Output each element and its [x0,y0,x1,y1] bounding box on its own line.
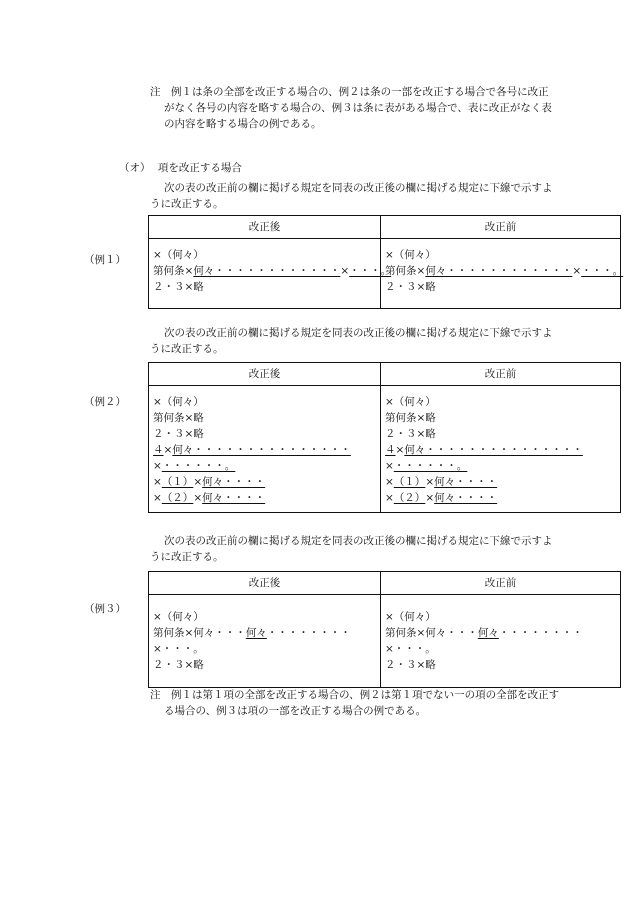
note-1 [150,84,610,132]
example-3-after [149,595,381,688]
ex2-before-line-2: 第何条×略 [385,412,436,424]
ex2-after-line-2: 第何条×略 [153,412,204,424]
ex1-before-line-1: ×（何々） [385,249,436,261]
intro-paragraph-2 [150,325,615,357]
note-2-line-2: る場合の、例３は項の一部を改正する場合の例である。 [164,705,427,717]
ex1-after-line-2: 第何条×何々・・・・・・・・・・・・×・・・。 [153,265,392,277]
note-2-line-1: 注 例１は第１項の全部を改正する場合の、例２は第１項でない一の項の全部を改正す [150,689,560,701]
intro-2-line-1: 次の表の改正前の欄に掲げる規定を同表の改正後の欄に掲げる規定に下線で示すよ [164,327,553,339]
header-before: 改正前 [381,572,621,595]
intro-2-line-2: うに改正する。 [150,343,224,355]
section-heading [119,160,242,176]
ex3-after-line-4: ２・３×略 [153,659,204,671]
intro-1-line-2: うに改正する。 [150,198,224,210]
ex2-before-line-5: ×・・・・・・。 [385,460,468,472]
ex1-before-line-3: ２・３×略 [385,281,436,293]
note-1-line-2: がなく各号の内容を略する場合の、例３は条に表がある場合で、表に改正がなく表 [164,102,552,114]
note-1-line-3: の内容を略する場合の例である。 [164,118,322,130]
example-1-before [381,239,624,309]
ex1-after-line-1: ×（何々） [153,249,204,261]
ex2-before-line-7: ×（２）×何々・・・・ [385,492,498,504]
ex1-before-line-2: 第何条×何々・・・・・・・・・・・・×・・・。 [385,265,624,277]
example-2-label: （例２） [84,396,126,408]
section-title: 項を改正する場合 [157,162,242,174]
header-after: 改正後 [149,572,381,595]
note-2 [150,687,620,719]
header-before: 改正前 [381,216,621,239]
example-3-label: （例３） [84,603,126,615]
header-after: 改正後 [149,216,381,239]
header-after: 改正後 [149,363,381,386]
ex2-after-line-3: ２・３×略 [153,428,204,440]
ex3-before-line-3: ×・・・。 [385,643,436,655]
section-label: （オ） [119,162,151,174]
ex2-after-line-1: ×（何々） [153,396,204,408]
ex2-before-line-4: ４×何々・・・・・・・・・・・・・・・ [385,444,583,456]
ex2-after-line-5: ×・・・・・・。 [153,460,236,472]
note-1-line-1: 注 例１は条の全部を改正する場合の、例２は条の一部を改正する場合で各号に改正 [150,86,549,98]
example-2-before [381,386,621,513]
example-2-table [148,362,621,513]
ex3-after-line-1: ×（何々） [153,611,204,623]
ex3-after-line-2: 第何条×何々・・・何々・・・・・・・・ [153,627,351,639]
header-before: 改正前 [381,363,621,386]
example-3-table [148,571,621,688]
ex3-after-line-3: ×・・・。 [153,643,204,655]
ex3-before-line-4: ２・３×略 [385,659,436,671]
example-1-label: （例１） [84,254,126,266]
ex2-before-line-3: ２・３×略 [385,428,436,440]
intro-3-line-1: 次の表の改正前の欄に掲げる規定を同表の改正後の欄に掲げる規定に下線で示すよ [164,535,553,547]
intro-1-line-1: 次の表の改正前の欄に掲げる規定を同表の改正後の欄に掲げる規定に下線で示すよ [164,182,553,194]
example-1-table [148,215,624,309]
intro-paragraph-1 [150,180,615,212]
ex2-before-line-1: ×（何々） [385,396,436,408]
intro-paragraph-3 [150,533,615,565]
ex2-before-line-6: ×（１）×何々・・・・ [385,476,498,488]
ex2-after-line-7: ×（２）×何々・・・・ [153,492,266,504]
ex1-after-line-3: ２・３×略 [153,281,204,293]
ex2-after-line-6: ×（１）×何々・・・・ [153,476,266,488]
intro-3-line-2: うに改正する。 [150,551,224,563]
example-2-after [149,386,381,513]
example-1-after [149,239,392,309]
ex3-before-line-2: 第何条×何々・・・何々・・・・・・・・ [385,627,583,639]
example-3-before [381,595,621,688]
ex2-after-line-4: ４×何々・・・・・・・・・・・・・・・ [153,444,351,456]
ex3-before-line-1: ×（何々） [385,611,436,623]
